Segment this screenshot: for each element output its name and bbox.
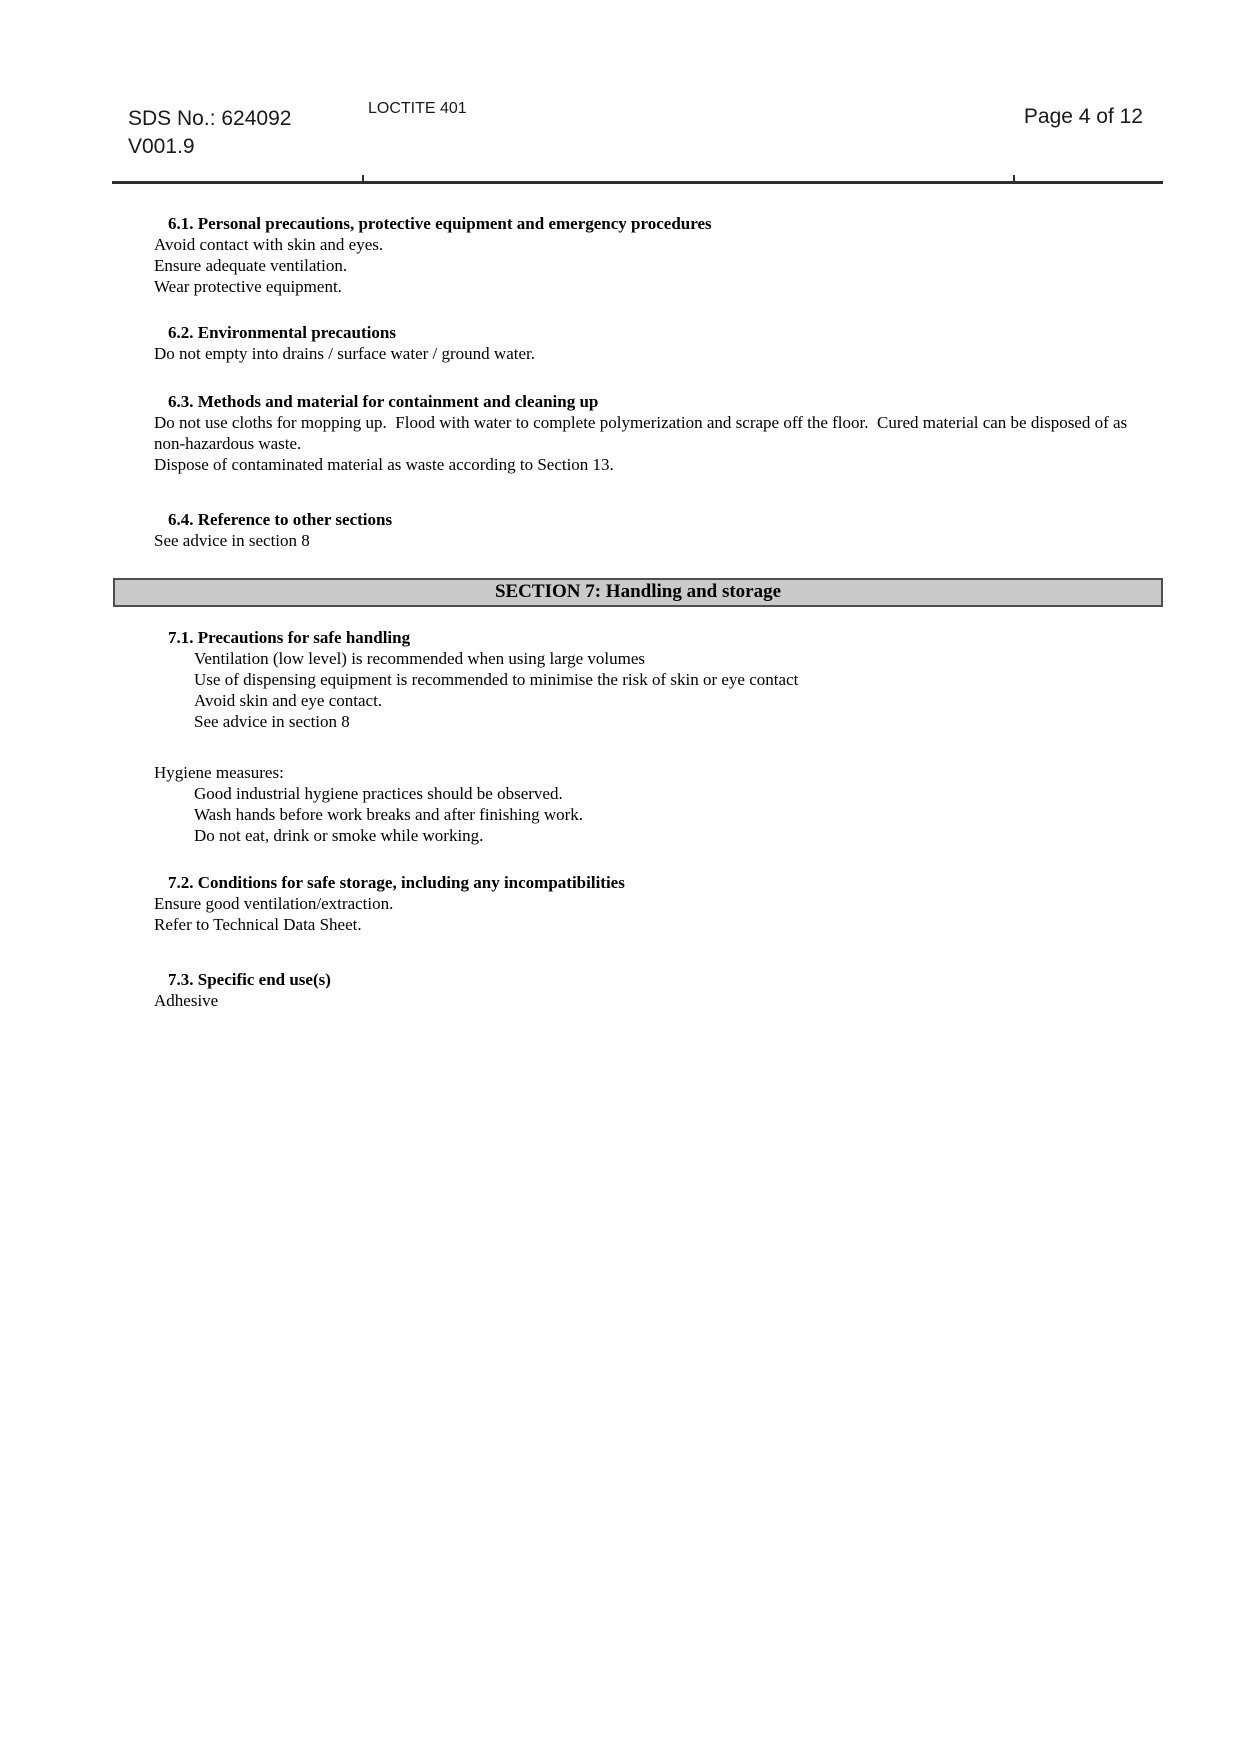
body-line: Adhesive <box>154 991 219 1010</box>
section-6-4-heading: 6.4. Reference to other sections <box>168 510 393 529</box>
header-divider-tick <box>362 175 364 184</box>
section-6-1-heading: 6.1. Personal precautions, protective equipment and emergency procedures <box>168 214 712 233</box>
section-6-3-heading: 6.3. Methods and material for containment and cleaning up <box>168 392 599 411</box>
section-6-2 <box>154 322 1141 364</box>
body-line: See advice in section 8 <box>194 712 350 731</box>
sds-version: V001.9 <box>128 135 195 158</box>
body-line: Ventilation (low level) is recommended when using large volumes <box>194 649 646 668</box>
section-7-1 <box>154 627 1141 732</box>
body-line: Avoid contact with skin and eyes. <box>154 235 384 254</box>
body-line: Do not empty into drains / surface water / ground water. <box>154 344 535 363</box>
section-6-2-heading: 6.2. Environmental precautions <box>168 323 396 342</box>
section-7-3 <box>154 969 1141 1011</box>
section-7-3-heading: 7.3. Specific end use(s) <box>168 970 331 989</box>
sds-number: SDS No.: 624092 <box>128 107 292 130</box>
body-line: Use of dispensing equipment is recommended to minimise the risk of skin or eye contact <box>194 670 799 689</box>
body-line: Good industrial hygiene practices should be observed. <box>194 784 563 803</box>
section-7-banner: SECTION 7: Handling and storage <box>113 578 1163 607</box>
header-left-block <box>128 105 291 161</box>
body-line: Wash hands before work breaks and after finishing work. <box>194 805 584 824</box>
header-divider-tick <box>1013 175 1015 184</box>
hygiene-measures-label: Hygiene measures: <box>154 763 284 782</box>
body-line: Ensure good ventilation/extraction. <box>154 894 394 913</box>
section-7-2 <box>154 872 1141 935</box>
section-6-1 <box>154 213 1141 297</box>
section-6-3 <box>154 391 1141 475</box>
body-line: Refer to Technical Data Sheet. <box>154 915 362 934</box>
product-name: LOCTITE 401 <box>368 100 467 117</box>
document-content <box>0 206 1241 1011</box>
hygiene-measures-block <box>154 762 1141 846</box>
body-line: See advice in section 8 <box>154 531 310 550</box>
section-7-1-heading: 7.1. Precautions for safe handling <box>168 628 411 647</box>
body-line: Dispose of contaminated material as waste according to Section 13. <box>154 455 614 474</box>
body-line: Ensure adequate ventilation. <box>154 256 348 275</box>
body-line: Avoid skin and eye contact. <box>194 691 383 710</box>
body-line: Do not eat, drink or smoke while working. <box>194 826 484 845</box>
section-6-4 <box>154 509 1141 551</box>
body-line: Wear protective equipment. <box>154 277 342 296</box>
header-divider <box>112 181 1163 184</box>
body-line: Do not use cloths for mopping up. Flood with water to complete polymerization and scrape off the floor. Cured material can be disposed of as non-hazardous waste. <box>154 413 1132 453</box>
page-indicator: Page 4 of 12 <box>1023 105 1143 128</box>
section-7-2-heading: 7.2. Conditions for safe storage, including any incompatibilities <box>168 873 625 892</box>
